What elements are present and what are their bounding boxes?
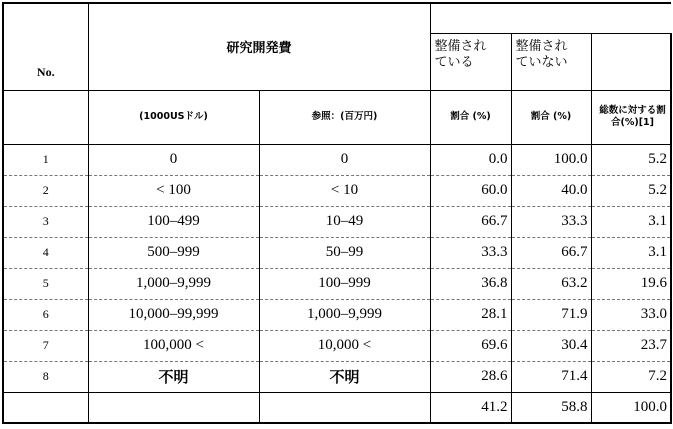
subheader-pct-equipped: 割合 (%) xyxy=(430,90,511,144)
row-not-equipped: 63.2 xyxy=(511,268,591,299)
table-row xyxy=(3,144,671,175)
totals-share: 100.0 xyxy=(591,392,671,423)
row-share: 5.2 xyxy=(591,175,671,206)
header-no-label: No. xyxy=(36,65,55,80)
totals-equipped: 41.2 xyxy=(430,392,511,423)
row-jpy: < 10 xyxy=(259,175,430,206)
subheader-pct-not-equipped: 割合 (%) xyxy=(511,90,591,144)
row-usd: < 100 xyxy=(88,175,259,206)
row-jpy: 50–99 xyxy=(259,237,430,268)
totals-row xyxy=(3,392,671,423)
row-equipped: 33.3 xyxy=(430,237,511,268)
table-row xyxy=(3,268,671,299)
totals-no-blank xyxy=(3,392,88,423)
header-rd-label: 研究開発費 xyxy=(226,41,292,57)
row-usd: 0 xyxy=(88,144,259,175)
subheader-ref: 参照：(百万円) xyxy=(259,90,430,144)
header-share-blank xyxy=(591,33,671,90)
row-equipped: 66.7 xyxy=(430,206,511,237)
row-no: 3 xyxy=(3,206,88,237)
row-share: 3.1 xyxy=(591,206,671,237)
row-equipped: 28.1 xyxy=(430,299,511,330)
header-not-equipped-cell xyxy=(511,33,591,90)
row-no: 6 xyxy=(3,299,88,330)
row-equipped: 28.6 xyxy=(430,361,511,392)
row-equipped: 69.6 xyxy=(430,330,511,361)
row-usd: 100–499 xyxy=(88,206,259,237)
table-row xyxy=(3,330,671,361)
row-usd: 不明 xyxy=(88,361,259,392)
totals-usd-blank xyxy=(88,392,259,423)
table-row xyxy=(3,361,671,392)
row-no: 8 xyxy=(3,361,88,392)
row-not-equipped: 100.0 xyxy=(511,144,591,175)
row-share: 33.0 xyxy=(591,299,671,330)
row-jpy: 0 xyxy=(259,144,430,175)
row-usd: 10,000–99,999 xyxy=(88,299,259,330)
row-not-equipped: 40.0 xyxy=(511,175,591,206)
row-equipped: 36.8 xyxy=(430,268,511,299)
row-usd: 1,000–9,999 xyxy=(88,268,259,299)
table-row xyxy=(3,237,671,268)
row-usd: 100,000 < xyxy=(88,330,259,361)
header-no-cell xyxy=(3,3,88,90)
header-rd-cell xyxy=(88,3,430,90)
row-no: 4 xyxy=(3,237,88,268)
totals-not-equipped: 58.8 xyxy=(511,392,591,423)
row-no: 1 xyxy=(3,144,88,175)
header-equipped-cell xyxy=(430,33,511,90)
row-equipped: 60.0 xyxy=(430,175,511,206)
row-not-equipped: 33.3 xyxy=(511,206,591,237)
row-share: 7.2 xyxy=(591,361,671,392)
row-jpy: 10,000 < xyxy=(259,330,430,361)
row-jpy: 100–999 xyxy=(259,268,430,299)
header-not-equipped-label: 整備されていない xyxy=(515,38,568,70)
subheader-no-blank xyxy=(3,90,88,144)
row-share: 3.1 xyxy=(591,237,671,268)
row-usd: 500–999 xyxy=(88,237,259,268)
row-share: 23.7 xyxy=(591,330,671,361)
row-not-equipped: 71.9 xyxy=(511,299,591,330)
row-share: 5.2 xyxy=(591,144,671,175)
row-no: 7 xyxy=(3,330,88,361)
rd-expenditure-table xyxy=(2,2,672,424)
row-jpy: 不明 xyxy=(259,361,430,392)
table-row xyxy=(3,175,671,206)
subheader-share-label: 総数に対する割合(%)[1] xyxy=(599,105,666,128)
totals-jpy-blank xyxy=(259,392,430,423)
row-jpy: 1,000–9,999 xyxy=(259,299,430,330)
header-top-blank xyxy=(430,3,671,33)
subheader-usd: (1000USドル) xyxy=(88,90,259,144)
table-row xyxy=(3,206,671,237)
row-jpy: 10–49 xyxy=(259,206,430,237)
row-no: 2 xyxy=(3,175,88,206)
subheader-share xyxy=(591,90,671,144)
table-row xyxy=(3,299,671,330)
row-equipped: 0.0 xyxy=(430,144,511,175)
row-not-equipped: 66.7 xyxy=(511,237,591,268)
header-equipped-label: 整備されている xyxy=(434,38,487,70)
row-not-equipped: 71.4 xyxy=(511,361,591,392)
row-no: 5 xyxy=(3,268,88,299)
row-share: 19.6 xyxy=(591,268,671,299)
row-not-equipped: 30.4 xyxy=(511,330,591,361)
